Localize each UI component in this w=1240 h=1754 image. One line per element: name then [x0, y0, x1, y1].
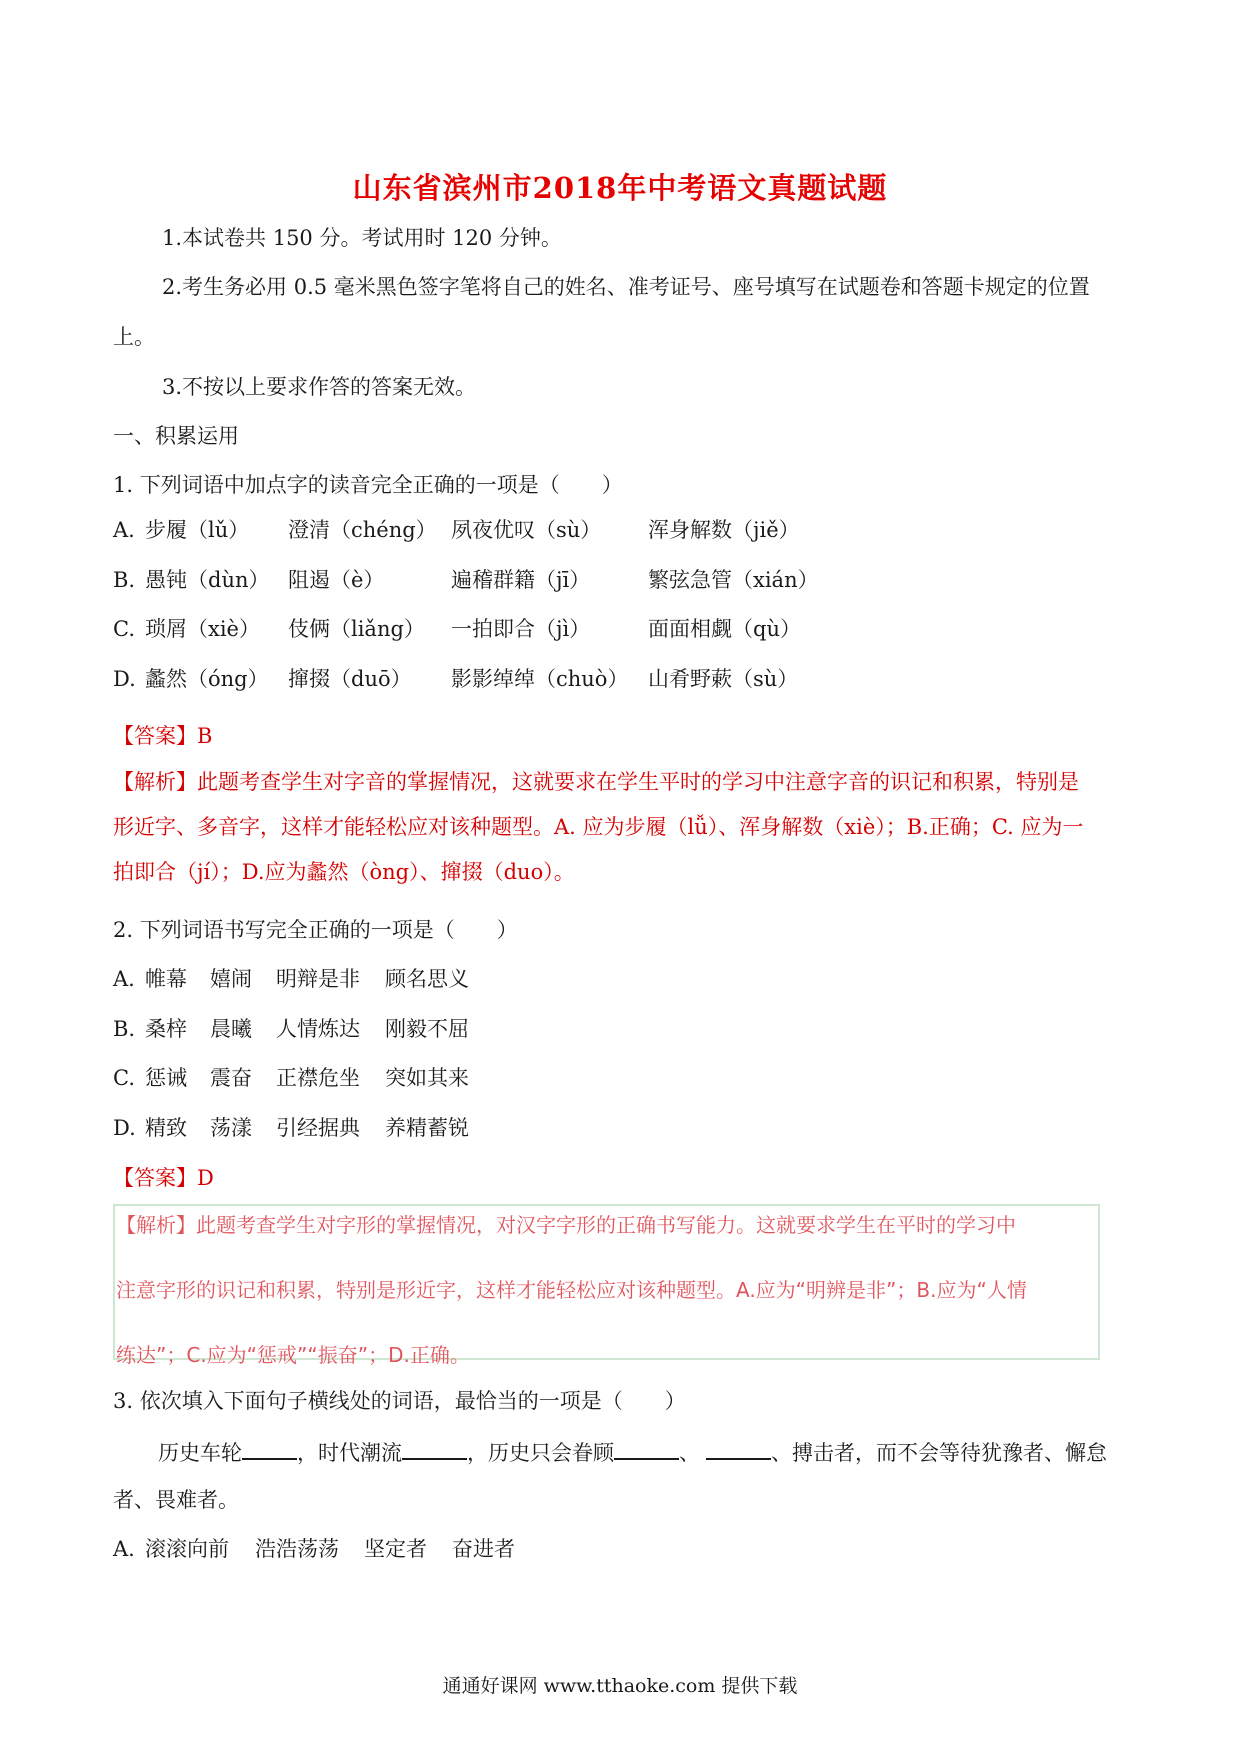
question-2-analysis-line-1: 【解析】此题考查学生对字形的掌握情况，对汉字字形的正确书写能力。这就要求学生在平时的学习中	[116, 1213, 1016, 1237]
question-2-answer: 【答案】D	[113, 1166, 214, 1190]
fill-blank-1	[242, 1440, 297, 1460]
option-item: 琐屑（xiè）	[145, 617, 260, 641]
option-label: B.	[113, 1017, 136, 1041]
option-item: 遍稽群籍（jī）	[451, 568, 591, 592]
option-item: 惩诫	[145, 1066, 187, 1090]
option-item: 正襟危坐	[276, 1066, 360, 1090]
option-item: 伎俩（liǎng）	[288, 617, 425, 641]
option-item: 嬉闹	[210, 967, 252, 991]
option-item: 帷幕	[145, 967, 187, 991]
question-3-sentence-end: 者、畏难者。	[113, 1488, 239, 1512]
option-label: D.	[113, 667, 136, 691]
option-item: 晨曦	[210, 1017, 252, 1041]
option-item: 阻遏（è）	[288, 568, 385, 592]
option-item: 步履（lǔ）	[145, 518, 250, 542]
question-2-stem: 2. 下列词语书写完全正确的一项是（ ）	[113, 918, 518, 942]
sentence-part: ，时代潮流	[297, 1441, 402, 1465]
option-item: 夙夜优叹（sù）	[451, 518, 602, 542]
option-item: 澄清（chéng）	[288, 518, 437, 542]
option-item: 浑身解数（jiě）	[648, 518, 800, 542]
option-item: 震奋	[210, 1066, 252, 1090]
option-label: A.	[113, 518, 135, 542]
option-item: 一拍即合（jì）	[451, 617, 591, 641]
option-item: 人情炼达	[276, 1017, 360, 1041]
question-1-answer: 【答案】B	[113, 724, 213, 748]
section-heading: 一、积累运用	[113, 424, 239, 448]
sentence-part: 历史车轮	[158, 1441, 242, 1465]
option-item: 荡漾	[210, 1116, 252, 1140]
question-3-stem: 3. 依次填入下面句子横线处的词语，最恰当的一项是（ ）	[113, 1389, 686, 1413]
note-1: 1.本试卷共 150 分。考试用时 120 分钟。	[162, 226, 562, 250]
question-1-stem: 1. 下列词语中加点字的读音完全正确的一项是（ ）	[113, 473, 623, 497]
note-3: 3.不按以上要求作答的答案无效。	[162, 375, 477, 399]
option-label: D.	[113, 1116, 136, 1140]
option-item: 山肴野蔌（sù）	[648, 667, 799, 691]
option-item: 刚毅不屈	[385, 1017, 469, 1041]
option-item: 坚定者	[364, 1537, 427, 1561]
question-1-analysis-line-2: 形近字、多音字，这样才能轻松应对该种题型。A. 应为步履（lǚ）、浑身解数（xiè）；B.正确；C. 应为一	[113, 815, 1084, 839]
question-1-analysis-line-3: 拍即合（jí）；D.应为蠡然（òng）、撺掇（duo）。	[113, 860, 575, 884]
sentence-part: ，历史只会眷顾	[467, 1441, 614, 1465]
option-item: 蠡然（óng）	[145, 667, 269, 691]
option-label: A.	[113, 1537, 135, 1561]
option-item: 滚滚向前	[145, 1537, 229, 1561]
question-1-analysis-line-1: 【解析】此题考查学生对字音的掌握情况，这就要求在学生平时的学习中注意字音的识记和积累，特别是	[113, 770, 1079, 794]
option-item: 明辩是非	[276, 967, 360, 991]
option-item: 桑梓	[145, 1017, 187, 1041]
option-item: 愚钝（dùn）	[145, 568, 270, 592]
question-2-analysis-line-2: 注意字形的识记和积累，特别是形近字，这样才能轻松应对该种题型。A.应为“明辨是非”；B.应为“人情	[116, 1278, 1027, 1302]
option-item: 影影绰绰（chuò）	[451, 667, 629, 691]
page-footer: 通通好课网 www.tthaoke.com 提供下载	[442, 1675, 798, 1697]
note-2: 2.考生务必用 0.5 毫米黑色签字笔将自己的姓名、准考证号、座号填写在试题卷和答题卡规定的位置	[162, 275, 1090, 299]
option-item: 养精蓄锐	[385, 1116, 469, 1140]
sentence-part: 、	[679, 1441, 700, 1465]
note-2-continued: 上。	[113, 325, 155, 349]
fill-blank-2	[402, 1440, 467, 1460]
option-label: C.	[113, 1066, 135, 1090]
option-item: 撺掇（duō）	[288, 667, 412, 691]
option-item: 繁弦急管（xián）	[648, 568, 819, 592]
fill-blank-3	[614, 1440, 679, 1460]
question-2-analysis-line-3: 练达”；C.应为“惩戒”“振奋”；D.正确。	[116, 1343, 470, 1367]
option-label: C.	[113, 617, 135, 641]
option-item: 面面相觑（qù）	[648, 617, 801, 641]
page-title: 山东省滨州市2018年中考语文真题试题	[352, 171, 888, 205]
option-item: 精致	[145, 1116, 187, 1140]
option-item: 突如其来	[385, 1066, 469, 1090]
fill-blank-4	[706, 1440, 771, 1460]
option-item: 引经据典	[276, 1116, 360, 1140]
sentence-part: 、搏击者，而不会等待犹豫者、懈怠	[771, 1441, 1107, 1465]
option-item: 顾名思义	[385, 967, 469, 991]
option-item: 浩浩荡荡	[255, 1537, 339, 1561]
question-3-sentence	[158, 1440, 1107, 1464]
option-item: 奋进者	[452, 1537, 515, 1561]
option-label: B.	[113, 568, 136, 592]
option-label: A.	[113, 967, 135, 991]
